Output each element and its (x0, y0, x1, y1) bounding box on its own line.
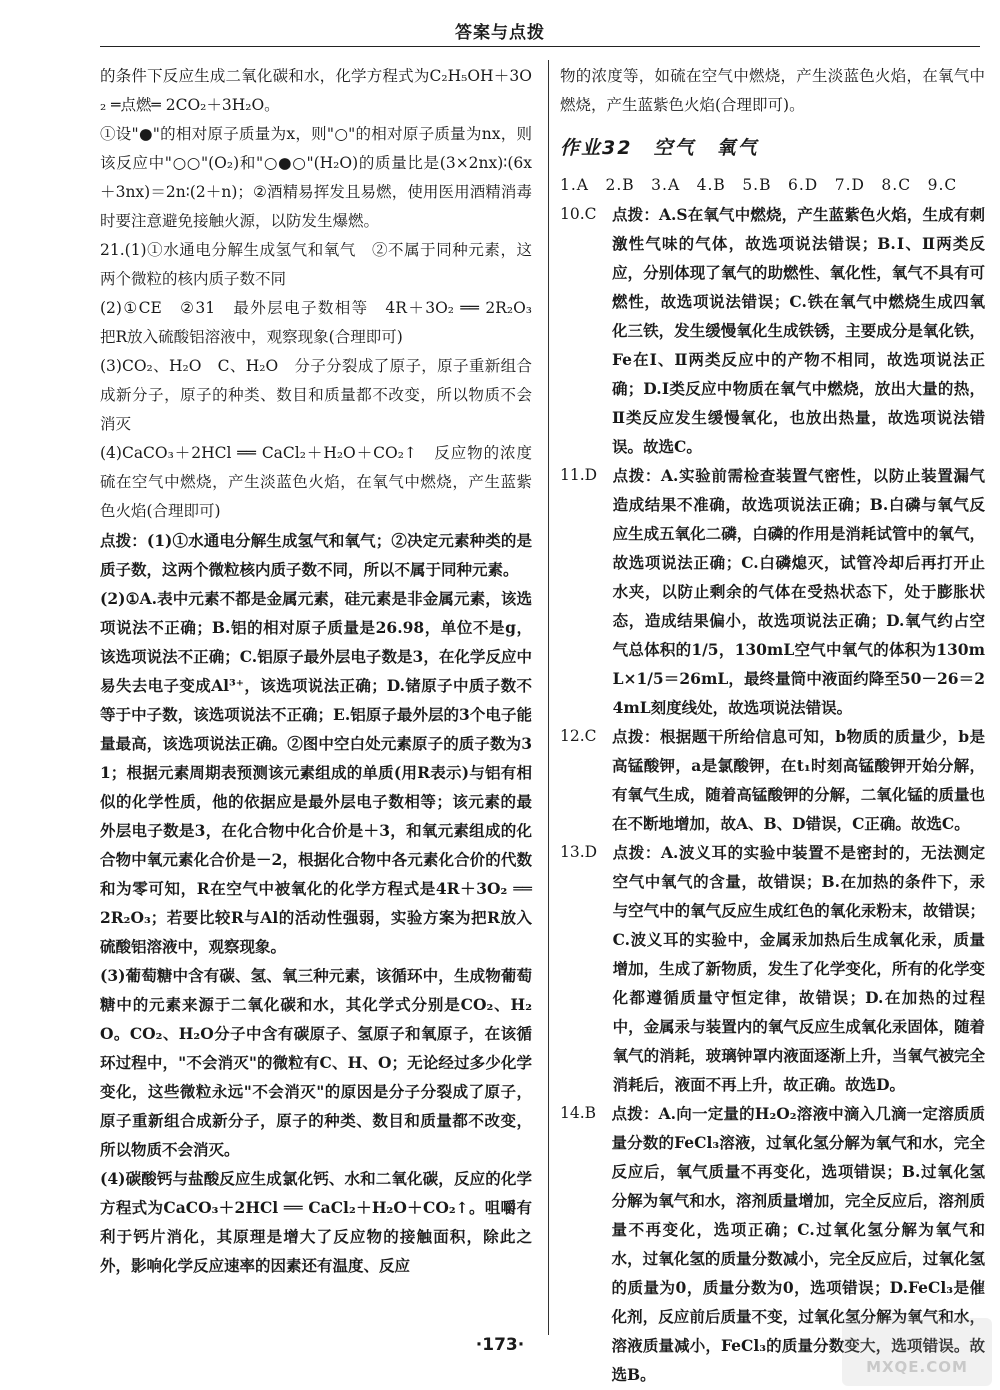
right-column (560, 62, 985, 1389)
answer-explanation: 点拨：A.S在氧气中燃烧，产生蓝紫色火焰，生成有刺激性气味的气体，故选项说法错误；B.Ⅰ、Ⅱ两类反应，分别体现了氧气的助燃性、氧化性，氧气不具有可燃性，故选项说法错误；C.铁在氧气中燃烧生成四氧化三铁，发生缓慢氧化生成铁锈，主要成分是氧化铁，Fe在Ⅰ、Ⅱ两类反应中的产物不相同，故选项说法正确；D.Ⅰ类反应中物质在氧气中燃烧，放出大量的热，Ⅱ类反应发生缓慢氧化，也放出热量，故选项说法错误。故选C。 (612, 205, 985, 456)
multiple-choice-answers: 1.A 2.B 3.A 4.B 5.B 6.D 7.D 8.C 9.C (560, 176, 958, 194)
answer-item (560, 722, 985, 838)
page-header-title: 答案与点拨 (455, 23, 545, 43)
answer-item (560, 461, 985, 722)
answer-explanation: 点拨：A.波义耳的实验中装置不是密封的，无法测定空气中氧气的含量，故错误；B.在加热的条件下，汞与空气中的氧气反应生成红色的氧化汞粉末，故错误；C.波义耳的实验中，金属汞加热后生成氧化汞，质量增加，生成了新物质，发生了化学变化，所有的化学变化都遵循质量守恒定律，故错误；D.在加热的过程中，金属汞与装置内的氧气反应生成氧化汞固体，随着氧气的消耗，玻璃钟罩内液面逐渐上升，当氧气被完全消耗后，液面不再上升，故正确。故选D。 (612, 843, 985, 1094)
explanation-paragraph: 点拨：(1)①水通电分解生成氢气和氧气；②决定元素种类的是质子数，这两个微粒核内质子数不同，所以不属于同种元素。 (100, 531, 532, 579)
answer-21-part4: (4)CaCO₃＋2HCl ══ CaCl₂＋H₂O＋CO₂↑ 反应物的浓度 硫在空气中燃烧，产生淡蓝色火焰，在氧气中燃烧，产生蓝紫色火焰(合理即可) (100, 444, 548, 520)
answer-explanation: 点拨：A.向一定量的H₂O₂溶液中滴入几滴一定溶质质量分数的FeCl₃溶液，过氧化氢分解为氧气和水，完全反应后，氧气质量不再变化，选项错误；B.过氧化氢分解为氧气和水，溶剂质量增加，完全反应后，溶剂质量不再变化，选项正确；C.过氧化氢分解为氧气和水，过氧化氢的质量分数减小，完全反应后，过氧化氢的质量为0，质量分数为0，选项错误；D.FeCl₃是催化剂，反应前后质量不变，过氧化氢分解为氧气和水，溶液质量减小，FeCl₃的质量分数变大，选项错误。故选B。 (611, 1104, 985, 1384)
right-intro: 物的浓度等，如硫在空气中燃烧，产生淡蓝色火焰，在氧气中燃烧，产生蓝紫色火焰(合理即可)。 (560, 67, 985, 114)
answer-item (560, 200, 985, 461)
answer-label: 12.C (560, 727, 613, 745)
page-number: ·173· (475, 1335, 525, 1355)
column-divider (548, 60, 549, 1335)
left-paragraph: 的条件下反应生成二氧化碳和水，化学方程式为C₂H₅OH＋3O₂ ═点燃═ 2CO₂＋3H₂O。 (100, 67, 532, 114)
answer-explanation: 点拨：根据题干所给信息可知，b物质的质量少，b是高锰酸钾，a是氯酸钾，在t₁时刻高锰酸钾开始分解，有氧气生成，随着高锰酸钾的分解，二氧化锰的质量也在不断地增加，故A、B、D错误，C正确。故选C。 (612, 727, 985, 833)
answer-label: 11.D (560, 466, 613, 484)
answer-explanation: 点拨：A.实验前需检查装置气密性，以防止装置漏气造成结果不准确，故选项说法正确；B.白磷与氧气反应生成五氧化二磷，白磷的作用是消耗试管中的氧气，故选项说法正确；C.白磷熄灭，试管冷却后再打开止水夹，以防止剩余的气体在受热状态下，处于膨胀状态，造成结果偏小，故选项说法正确；D.氧气约占空气总体积的1/5，130mL空气中氧气的体积为130mL×1/5＝26mL，最终量筒中液面约降至50－26＝24mL刻度线处，故选项说法错误。 (612, 466, 985, 717)
answer-label: 10.C (560, 205, 613, 223)
homework-title: 作业32 空气 氧气 (560, 137, 759, 159)
answer-21-part3: (3)CO₂、H₂O C、H₂O 分子分裂成了原子，原子重新组合成新分子，原子的种类、数目和质量都不改变，所以物质不会消灭 (100, 357, 532, 433)
answer-21-line: 21.(1)①水通电分解生成氢气和氧气 ②不属于同种元素，这两个微粒的核内质子数不同 (100, 241, 532, 288)
watermark-text: MXQE.COM (866, 1358, 968, 1376)
left-column (100, 62, 548, 1280)
answer-label: 13.D (560, 843, 613, 861)
explanation-paragraph: (3)葡萄糖中含有碳、氢、氧三种元素，该循环中，生成物葡萄糖中的元素来源于二氧化碳和水，其化学式分别是CO₂、H₂O。CO₂、H₂O分子中含有碳原子、氢原子和氧原子，在该循环过程中，"不会消灭"的微粒有C、H、O；无论经过多少化学变化，这些微粒永远"不会消灭"的原因是分子分裂成了原子，原子重新组合成新分子，原子的种类、数目和质量都不改变，所以物质不会消灭。 (100, 966, 532, 1159)
answer-label: 14.B (560, 1104, 612, 1122)
answer-21-part2: (2)①CE ②31 最外层电子数相等 4R＋3O₂ ══ 2R₂O₃ 把R放入硫酸铝溶液中，观察现象(合理即可) (100, 299, 548, 346)
header-divider (100, 46, 980, 47)
explanation-paragraph: (2)①A.表中元素不都是金属元素，硅元素是非金属元素，该选项说法不正确；B.铝的相对原子质量是26.98，单位不是g，该选项说法不正确；C.铝原子最外层电子数是3，在化学反应中易失去电子变成Al³⁺，该选项说法正确；D.锗原子中质子数不等于中子数，该选项说法不正确；E.铝原子最外层的3个电子能量最高，该选项说法正确。②图中空白处元素原子的质子数为31；根据元素周期表预测该元素组成的单质(用R表示)与铝有相似的化学性质，他的依据应是最外层电子数相等；该元素的最外层电子数是3，在化合物中化合价是＋3，和氧元素组成的化合物中氧元素化合价是－2，根据化合物中各元素化合价的代数和为零可知，R在空气中被氧化的化学方程式是4R＋3O₂ ══ 2R₂O₃；若要比较R与Al的活动性强弱，实验方案为把R放入硫酸铝溶液中，观察现象。 (100, 589, 532, 956)
left-paragraph: ①设"●"的相对原子质量为x，则"○"的相对原子质量为nx，则该反应中"○○"(O₂)和"○●○"(H₂O)的质量比是(3×2nx)∶(6x＋3nx)＝2n∶(2＋n)；②酒精易挥发且易燃，使用医用酒精消毒时要注意避免接触火源，以防发生爆燃。 (100, 125, 532, 230)
explanation-paragraph: (4)碳酸钙与盐酸反应生成氯化钙、水和二氧化碳，反应的化学方程式为CaCO₃＋2HCl ══ CaCl₂＋H₂O＋CO₂↑。咀嚼有利于钙片消化，其原理是增大了反应物的接触面积，除此之外，影响化学反应速率的因素还有温度、反应 (100, 1169, 532, 1275)
answer-item (560, 838, 985, 1099)
